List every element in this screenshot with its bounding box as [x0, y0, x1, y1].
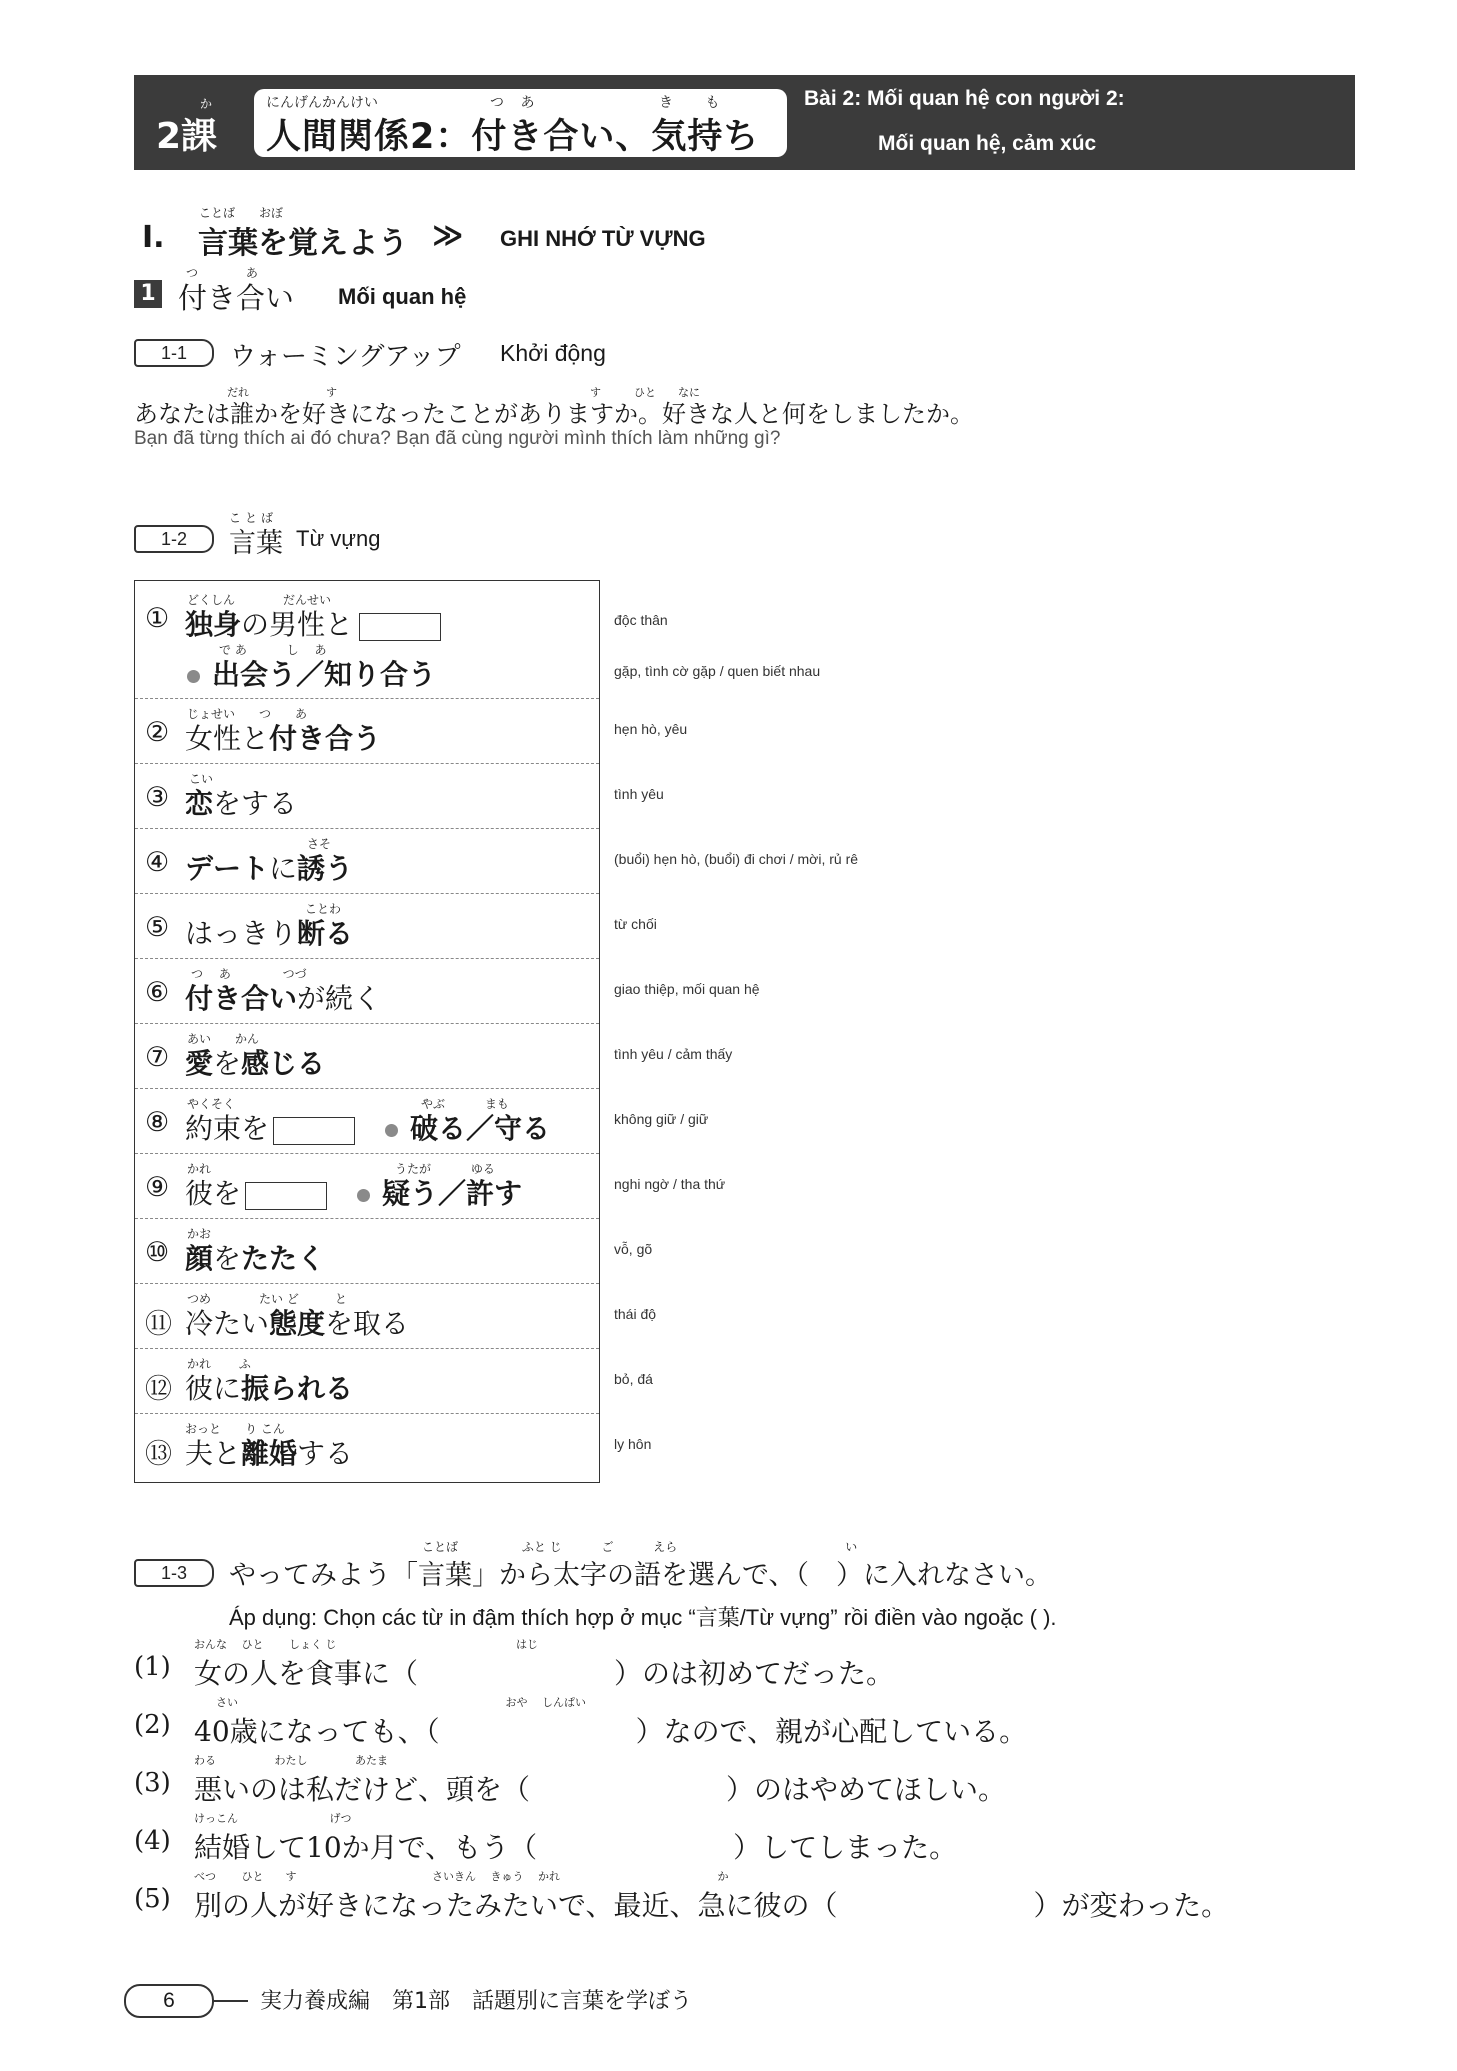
- vocab-text: [185, 1367, 353, 1407]
- exercise-item-ruby: さい おや しんぱい: [194, 1696, 586, 1709]
- vocab-meaning: vỗ, gõ: [614, 1241, 653, 1257]
- warmup-tag: 1-1: [134, 339, 214, 367]
- exercise-item-ruby: おんな ひと しょく じ はじ: [194, 1638, 538, 1651]
- vocab-text: [185, 782, 297, 822]
- vocab-meaning: nghi ngờ / tha thứ: [614, 1176, 726, 1192]
- vocab-ruby: こい: [189, 772, 214, 786]
- vocab-text: [181, 653, 436, 693]
- title-box: [254, 89, 787, 157]
- vocab-ruby: うたが ゆる: [395, 1162, 495, 1176]
- vocab-text: [185, 1432, 353, 1472]
- vocab-number: ⑬: [145, 1439, 172, 1470]
- vocab-meaning: độc thân: [614, 612, 668, 628]
- footer-text: 実力養成編 第1部 話題別に言葉を学ぼう: [260, 1989, 692, 2014]
- subsection-ruby: つ あ: [186, 266, 280, 280]
- warmup-question: あなたは誰かを好きになったことがありますか。好きな人と何をしましたか。: [134, 400, 974, 428]
- vocab-bold: 誘う: [297, 852, 354, 885]
- exercise-tag: 1-3: [134, 1559, 214, 1587]
- exercise-item-text[interactable]: 別の人が好きになったみたいで、最近、急に彼の（ ）が変わった。: [194, 1889, 1230, 1922]
- answer-box: [245, 1182, 327, 1210]
- vocab-plain: する: [297, 1437, 354, 1470]
- vocab-row: [135, 581, 599, 699]
- vocab-bold: 疑う／許す: [382, 1177, 523, 1210]
- vocab-ruby: かれ ふ: [187, 1357, 251, 1371]
- section-title: 言葉を覚えよう: [198, 226, 408, 261]
- exercise-item-number: (4): [134, 1826, 171, 1856]
- vocab-plain: はっきり: [185, 917, 298, 950]
- vocab-number: ⑤: [145, 912, 170, 943]
- vocab-bold: 顔: [185, 1242, 214, 1275]
- vocab-number: ④: [145, 847, 170, 878]
- vocab-ruby: おっと り こん: [185, 1422, 285, 1436]
- vocab-bold: 離婚: [241, 1437, 298, 1470]
- section-title-vn: GHI NHỚ TỪ VỰNG: [500, 226, 706, 251]
- chapter-title: 人間関係2：付き合い、気持ち: [266, 117, 760, 157]
- exercise-item-ruby: わる わたし あたま: [194, 1754, 388, 1767]
- vocab-text: [185, 977, 381, 1017]
- subsection-badge: 1: [134, 280, 162, 308]
- title-ruby-3: き も: [659, 95, 734, 111]
- chevron-right-icon: ≫: [432, 218, 456, 253]
- bullet-icon: [187, 670, 200, 683]
- vocab-plain: を取る: [325, 1307, 410, 1340]
- exercise-item-number: (2): [134, 1710, 171, 1740]
- vocab-bold: 出会う／知り合う: [212, 658, 437, 691]
- vocab-text: [185, 1172, 522, 1212]
- vocab-number: ⑦: [145, 1042, 170, 1073]
- vocab-number: ②: [145, 717, 170, 748]
- vocab-text: [185, 1107, 550, 1147]
- title-ruby-1: にんげんかんけい: [266, 95, 378, 111]
- vocab-row: [135, 1089, 599, 1154]
- exercise-instruction: やってみよう「言葉」から太字の語を選んで、（ ）に入れなさい。: [229, 1560, 1052, 1591]
- vocab-number: ③: [145, 782, 170, 813]
- vocab-plain: が続く: [297, 982, 382, 1015]
- bullet-icon: [385, 1124, 398, 1137]
- vocab-ruby: じょせい つ あ: [187, 707, 308, 721]
- vocab-ruby: さそ: [307, 837, 332, 851]
- vocab-row: [135, 1024, 599, 1089]
- vocab-bold: 振られる: [241, 1372, 354, 1405]
- vocab-title: 言葉: [229, 528, 283, 559]
- vocab-meaning: gặp, tình cờ gặp / quen biết nhau: [614, 663, 821, 679]
- vocab-plain: 彼に: [185, 1372, 242, 1405]
- vocab-ruby: で あ し あ: [219, 643, 327, 657]
- lesson-ruby: か: [200, 97, 213, 111]
- vocab-ruby: つめ たい ど と: [187, 1292, 347, 1306]
- chapter-title-vn-2: Mối quan hệ, cảm xúc: [878, 132, 1097, 155]
- vocab-row: [135, 1154, 599, 1219]
- vocab-plain: 女性と: [185, 722, 270, 755]
- vocab-number: ⑩: [145, 1237, 170, 1268]
- vocab-text: [185, 847, 353, 887]
- vocab-meaning: giao thiệp, mối quan hệ: [614, 981, 760, 997]
- vocab-meaning: thái độ: [614, 1306, 657, 1322]
- vocab-plain: を: [213, 1242, 242, 1275]
- chapter-title-vn-1: Bài 2: Mối quan hệ con người 2:: [804, 87, 1125, 110]
- exercise-item-text[interactable]: 結婚して10か月で、もう（ ）してしまった。: [194, 1831, 958, 1864]
- vocab-bold: 態度: [269, 1307, 326, 1340]
- vocab-meaning: tình yêu: [614, 786, 664, 802]
- vocab-bold: 断る: [297, 917, 354, 950]
- vocab-text: [185, 1042, 325, 1082]
- page-number: 6: [124, 1984, 214, 2018]
- vocab-plain: を: [213, 1047, 242, 1080]
- vocab-bold: デート: [185, 852, 270, 885]
- vocab-number: ⑪: [145, 1309, 172, 1340]
- vocab-plain: をする: [213, 787, 298, 820]
- vocab-meaning: từ chối: [614, 916, 657, 932]
- vocab-row: [135, 1349, 599, 1414]
- vocab-row: [135, 1284, 599, 1349]
- footer-divider: [212, 2000, 248, 2002]
- vocab-row: [135, 829, 599, 894]
- vocab-bold: たたく: [241, 1242, 326, 1275]
- exercise-item-number: (1): [134, 1652, 171, 1682]
- vocab-text: [185, 603, 441, 643]
- exercise-item-number: (3): [134, 1768, 171, 1798]
- vocab-plain: 彼を: [185, 1177, 242, 1210]
- vocab-meaning: hẹn hò, yêu: [614, 721, 688, 737]
- exercise-item-text[interactable]: 40歳になっても、（ ）なので、親が心配している。: [194, 1715, 1028, 1748]
- subsection-title: 付き合い: [178, 281, 295, 315]
- vocab-tag: 1-2: [134, 525, 214, 553]
- vocab-bold: 破る／守る: [410, 1112, 551, 1145]
- vocab-ruby: どくしん だんせい: [187, 593, 332, 607]
- vocab-bold: 付き合う: [269, 722, 382, 755]
- vocab-plain: に: [269, 852, 298, 885]
- warmup-title: ウォーミングアップ: [230, 342, 461, 372]
- vocab-plain: 夫と: [185, 1437, 242, 1470]
- vocab-bold: 付き合い: [185, 982, 298, 1015]
- warmup-question-ruby: だれ す す ひと なに: [227, 386, 700, 399]
- vocab-ruby: かれ: [187, 1162, 212, 1176]
- vocab-bold: 愛: [185, 1047, 214, 1080]
- vocab-title-vn: Từ vựng: [296, 526, 381, 551]
- exercise-ruby: ことば ふと じ ご えら い: [422, 1540, 858, 1554]
- vocab-plain: 約束を: [185, 1112, 270, 1145]
- lesson-number: 2課: [156, 116, 218, 157]
- vocab-text: [185, 717, 381, 757]
- vocab-row: [135, 764, 599, 829]
- vocab-number: ⑥: [145, 977, 170, 1008]
- section-number: Ⅰ.: [142, 220, 165, 255]
- vocab-text: [185, 912, 353, 952]
- vocab-number: ①: [145, 603, 170, 634]
- vocab-ruby: ことわ: [305, 902, 342, 916]
- vocab-meaning: ly hôn: [614, 1436, 652, 1452]
- exercise-item-text[interactable]: 女の人を食事に（ ）のは初めてだった。: [194, 1657, 895, 1690]
- vocab-row: [135, 699, 599, 764]
- exercise-instruction-vn: Áp dụng: Chọn các từ in đậm thích hợp ở mục “言葉/Từ vựng” rồi điền vào ngoặc ( ).: [229, 1605, 1057, 1630]
- vocab-number: ⑫: [145, 1374, 172, 1405]
- vocab-ruby: つ あ つづ: [191, 967, 307, 981]
- vocab-plain: の男性と: [241, 608, 354, 641]
- exercise-item-ruby: けっこん げつ: [194, 1812, 352, 1825]
- subsection-title-vn: Mối quan hệ: [338, 284, 467, 309]
- vocab-ruby: かお: [187, 1227, 212, 1241]
- vocab-text: [185, 1302, 409, 1342]
- vocab-meaning: bỏ, đá: [614, 1371, 653, 1387]
- vocab-row: [135, 894, 599, 959]
- answer-box: [273, 1117, 355, 1145]
- vocab-bold: 恋: [185, 787, 214, 820]
- vocab-ruby: あい かん: [187, 1032, 260, 1046]
- vocab-row: [135, 1414, 599, 1482]
- vocab-ruby: ことば: [229, 511, 278, 525]
- bullet-icon: [357, 1189, 370, 1202]
- warmup-question-vn: Bạn đã từng thích ai đó chưa? Bạn đã cùng người mình thích làm những gì?: [134, 428, 781, 449]
- chapter-header: [134, 75, 1355, 170]
- exercise-item-number: (5): [134, 1884, 171, 1914]
- vocab-ruby: やくそく: [187, 1097, 236, 1111]
- vocab-table: [134, 580, 600, 1483]
- vocab-meaning: (buổi) hẹn hò, (buổi) đi chơi / mời, rủ rê: [614, 851, 859, 867]
- answer-box: [359, 613, 441, 641]
- vocab-meaning: không giữ / giữ: [614, 1111, 709, 1127]
- section-ruby: ことば おぼ: [199, 206, 284, 220]
- vocab-row: [135, 1219, 599, 1284]
- vocab-row: [135, 959, 599, 1024]
- title-ruby-2: つ あ: [490, 95, 541, 111]
- warmup-title-vn: Khởi động: [500, 340, 606, 366]
- vocab-bold: 感じる: [241, 1047, 326, 1080]
- exercise-item-ruby: べつ ひと す さいきん きゅう かれ か: [194, 1870, 729, 1883]
- vocab-text: [185, 1237, 325, 1277]
- vocab-number: ⑧: [145, 1107, 170, 1138]
- vocab-ruby: やぶ まも: [421, 1097, 509, 1111]
- vocab-number: ⑨: [145, 1172, 170, 1203]
- vocab-plain: 冷たい: [185, 1307, 270, 1340]
- vocab-meaning: tình yêu / cảm thấy: [614, 1046, 733, 1062]
- vocab-bold: 独身: [185, 608, 242, 641]
- exercise-item-text[interactable]: 悪いのは私だけど、頭を（ ）のはやめてほしい。: [194, 1773, 1007, 1806]
